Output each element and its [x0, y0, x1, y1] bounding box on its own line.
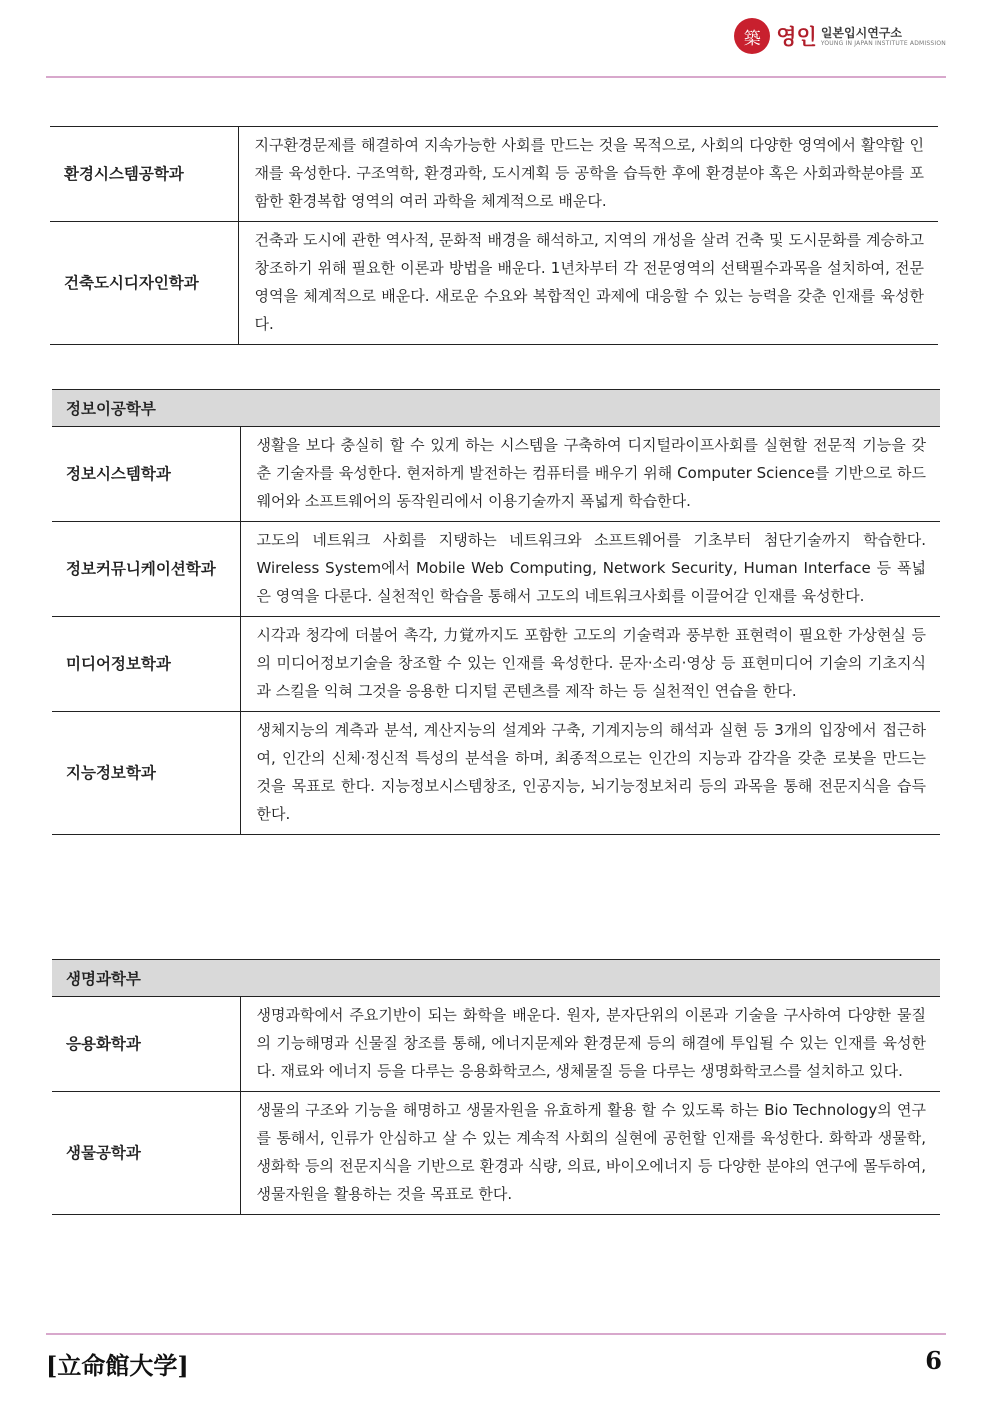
department-description: 생활을 보다 충실히 할 수 있게 하는 시스템을 구축하여 디지털라이프사회를 실현할 전문적 기능을 갖춘 기술자를 육성한다. 현저하게 발전하는 컴퓨터를 배우기 위해 Computer Science를 기반으로 하드웨어와 소프트웨어의 동작원리에서 이용기술까지 폭넓게 학습한다. — [240, 427, 940, 522]
table-row — [52, 997, 940, 1092]
faculty-header-row — [52, 960, 940, 997]
page-number: 6 — [925, 1346, 942, 1375]
department-description: 시각과 청각에 더불어 촉각, 力覚까지도 포함한 고도의 기술력과 풍부한 표현력이 필요한 가상현실 등의 미디어정보기술을 창조할 수 있는 인재를 육성한다. 문자·소리·영상 등 표현미디어 기술의 기초지식과 스킬을 익혀 그것을 응용한 디지털 콘텐츠를 제작 하는 등 실천적인 연습을 한다. — [240, 617, 940, 712]
department-name: 건축도시디자인학과 — [64, 274, 199, 292]
table-row — [52, 712, 940, 835]
department-table-1 — [50, 126, 938, 345]
footer-university-name: [立命館大学] — [46, 1351, 189, 1380]
department-name: 생물공학과 — [66, 1144, 141, 1162]
department-table-2 — [52, 389, 940, 835]
department-description: 고도의 네트워크 사회를 지탱하는 네트워크와 소프트웨어를 기초부터 첨단기술까지 학습한다. Wireless System에서 Mobile Web Computing, Network Security, Human Interface 등 폭넓은 영역을 다룬다. 실천적인 학습을 통해서 고도의 네트워크사회를 이끌어갈 인재를 육성한다. — [240, 522, 940, 617]
header-logo — [734, 18, 946, 54]
logo-text-group — [821, 26, 946, 47]
table-row — [50, 222, 938, 345]
department-name: 응용화학과 — [66, 1035, 141, 1053]
department-name: 정보시스템학과 — [66, 465, 171, 483]
logo-en-text: YOUNG IN JAPAN INSTITUTE ADMISSION — [820, 39, 946, 47]
department-name: 미디어정보학과 — [66, 655, 171, 673]
department-description: 생명과학에서 주요기반이 되는 화학을 배운다. 원자, 분자단위의 이론과 기술을 구사하여 다양한 물질의 기능해명과 신물질 창조를 통해, 에너지문제와 환경문제 등의 해결에 투입될 수 있는 인재를 육성한다. 재료와 에너지 등을 다루는 응용화학코스, 생체물질 등을 다루는 생명화학코스를 설치하고 있다. — [240, 997, 940, 1092]
header-divider — [46, 76, 946, 78]
logo-main-text: 영인 — [776, 25, 817, 49]
faculty-header-row — [52, 390, 940, 427]
department-name: 지능정보학과 — [66, 764, 156, 782]
department-description: 건축과 도시에 관한 역사적, 문화적 배경을 해석하고, 지역의 개성을 살려 건축 및 도시문화를 계승하고 창조하기 위해 필요한 이론과 방법을 배운다. 1년차부터 각 전문영역의 선택필수과목을 설치하여, 전문영역을 체계적으로 배운다. 새로운 수요와 복합적인 과제에 대응할 수 있는 능력을 갖춘 인재를 육성한다. — [238, 222, 938, 345]
faculty-title: 생명과학부 — [52, 960, 940, 997]
logo-sub-text: 일본입시연구소 — [820, 25, 902, 40]
table-row — [52, 522, 940, 617]
table-row — [50, 127, 938, 222]
faculty-title: 정보이공학부 — [52, 390, 940, 427]
department-description: 생체지능의 계측과 분석, 계산지능의 설계와 구축, 기계지능의 해석과 실현 등 3개의 입장에서 접근하여, 인간의 신체·정신적 특성의 분석을 하며, 최종적으로는 인간의 지능과 감각을 갖춘 로봇을 만드는 것을 목표로 한다. 지능정보시스템창조, 인공지능, 뇌기능정보처리 등의 과목을 통해 전문지식을 습득한다. — [240, 712, 940, 835]
table-row — [52, 617, 940, 712]
footer-divider — [46, 1333, 946, 1335]
department-name: 정보커뮤니케이션학과 — [66, 560, 216, 578]
logo-seal-icon: 築 — [734, 18, 770, 54]
department-description: 지구환경문제를 해결하여 지속가능한 사회를 만드는 것을 목적으로, 사회의 다양한 영역에서 활약할 인재를 육성한다. 구조역학, 환경과학, 도시계획 등 공학을 습득한 후에 환경분야 혹은 사회과학분야를 포함한 환경복합 영역의 여러 과학을 체계적으로 배운다. — [238, 127, 938, 222]
table-row — [52, 1092, 940, 1215]
department-description: 생물의 구조와 기능을 해명하고 생물자원을 유효하게 활용 할 수 있도록 하는 Bio Technology의 연구를 통해서, 인류가 안심하고 살 수 있는 계속적 사회의 실현에 공헌할 인재를 육성한다. 화학과 생물학, 생화학 등의 전문지식을 기반으로 환경과 식량, 의료, 바이오에너지 등 다양한 분야의 연구에 몰두하여, 생물자원을 활용하는 것을 목표로 한다. — [240, 1092, 940, 1215]
department-table-3 — [52, 959, 940, 1215]
department-name: 환경시스템공학과 — [64, 165, 184, 183]
table-row — [52, 427, 940, 522]
